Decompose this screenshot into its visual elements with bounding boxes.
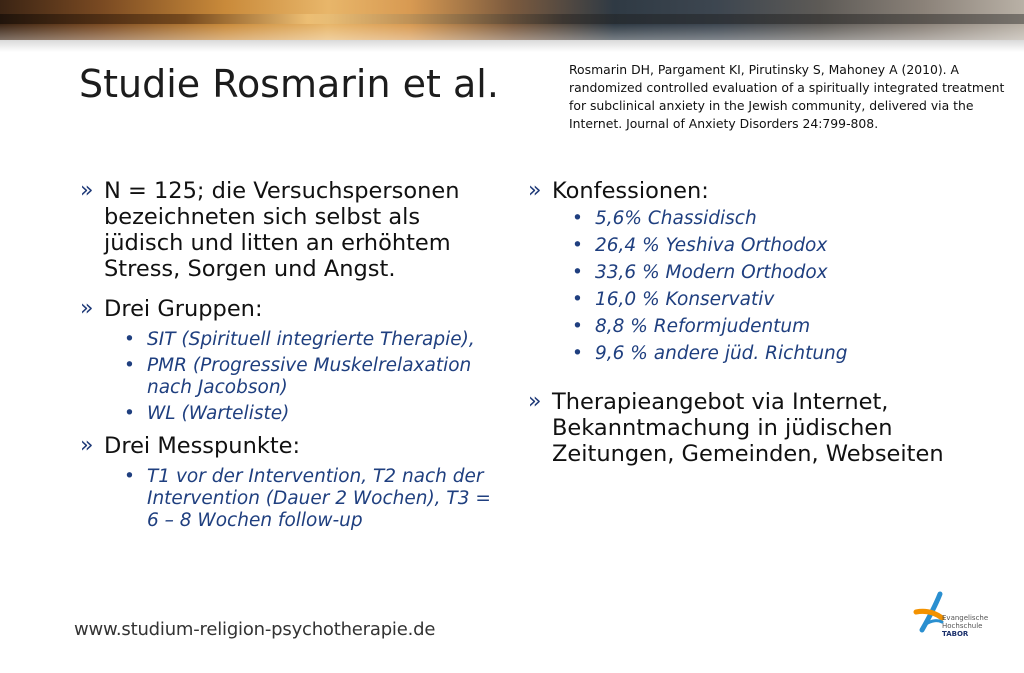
sub-bullet-text: T1 vor der Intervention, T2 nach der Intervention (Dauer 2 Wochen), T3 = 6 – 8 Wochen follow-up xyxy=(147,466,491,531)
citation-reference: Rosmarin DH, Pargament KI, Pirutinsky S, Mahoney A (2010). A randomized controlled evaluation of a spiritually integrated treatment for subclinical anxiety in the Jewish community, delivered via the Internet. Journal of Anxiety Disorders 24:799-808. xyxy=(569,62,1005,131)
sub-bullet-marker: • xyxy=(124,466,135,487)
logo-line xyxy=(942,630,988,638)
header-photo-banner xyxy=(0,0,1024,40)
bullet-marker: » xyxy=(528,389,542,414)
sub-bullet-text: 26,4 % Yeshiva Orthodox xyxy=(595,235,828,256)
right-column xyxy=(528,178,948,467)
sub-bullet-denomination xyxy=(528,316,948,338)
sub-bullet-timepoints xyxy=(80,466,500,532)
logo-line: Evangelische xyxy=(942,614,989,622)
bullet-marker: » xyxy=(80,178,94,203)
sub-bullet-text: 33,6 % Modern Orthodox xyxy=(595,262,828,283)
sub-bullet-text: PMR (Progressive Muskelrelaxation nach Jacobson) xyxy=(147,355,472,398)
logo-line: Hochschule xyxy=(942,622,983,630)
sub-bullet-sit xyxy=(80,329,500,351)
sub-bullet-text: 8,8 % Reformjudentum xyxy=(595,316,811,337)
sub-bullet-text: 9,6 % andere jüd. Richtung xyxy=(595,343,848,364)
bullet-internet-offer xyxy=(528,389,948,467)
sub-bullet-marker: • xyxy=(572,235,583,256)
logo-wordmark xyxy=(942,614,988,638)
sub-bullet-marker: • xyxy=(572,289,583,310)
logo-brand: TABOR xyxy=(942,630,969,638)
header-fade xyxy=(0,40,1024,52)
left-column xyxy=(80,178,500,532)
sub-bullet-marker: • xyxy=(572,316,583,337)
sub-bullet-pmr xyxy=(80,355,500,399)
bullet-text: Therapieangebot via Internet, Bekanntmachung in jüdischen Zeitungen, Gemeinden, Webseiten xyxy=(552,389,944,467)
sub-bullet-text: SIT (Spirituell integrierte Therapie), xyxy=(147,329,475,350)
bullet-text: N = 125; die Versuchspersonen bezeichneten sich selbst als jüdisch und litten an erhöhtem Stress, Sorgen und Angst. xyxy=(104,178,460,282)
bullet-measurement-points xyxy=(80,433,500,459)
slide-title: Studie Rosmarin et al. xyxy=(79,62,499,106)
bullet-text: Konfessionen: xyxy=(552,178,709,204)
sub-bullet-denomination xyxy=(528,343,948,365)
bullet-text: Drei Messpunkte: xyxy=(104,433,301,459)
sub-bullet-wl xyxy=(80,403,500,425)
bullet-text: Drei Gruppen: xyxy=(104,296,263,322)
sub-bullet-text: WL (Warteliste) xyxy=(147,403,290,424)
sub-bullet-denomination xyxy=(528,289,948,311)
sub-bullet-marker: • xyxy=(572,343,583,364)
bullet-sample-size xyxy=(80,178,500,282)
sub-bullet-text: 16,0 % Konservativ xyxy=(595,289,775,310)
bullet-groups xyxy=(80,296,500,322)
sub-bullet-marker: • xyxy=(124,329,135,350)
sub-bullet-denomination xyxy=(528,262,948,284)
sub-bullet-marker: • xyxy=(572,262,583,283)
sub-bullet-text: 5,6% Chassidisch xyxy=(595,208,757,229)
footer-website-url[interactable]: www.studium-religion-psychotherapie.de xyxy=(74,619,436,640)
sub-bullet-denomination xyxy=(528,235,948,257)
sub-bullet-denomination xyxy=(528,208,948,230)
bullet-denominations xyxy=(528,178,948,204)
sub-bullet-marker: • xyxy=(572,208,583,229)
sub-bullet-marker: • xyxy=(124,403,135,424)
bullet-marker: » xyxy=(80,433,94,458)
sub-bullet-marker: • xyxy=(124,355,135,376)
bullet-marker: » xyxy=(80,296,94,321)
bullet-marker: » xyxy=(528,178,542,203)
